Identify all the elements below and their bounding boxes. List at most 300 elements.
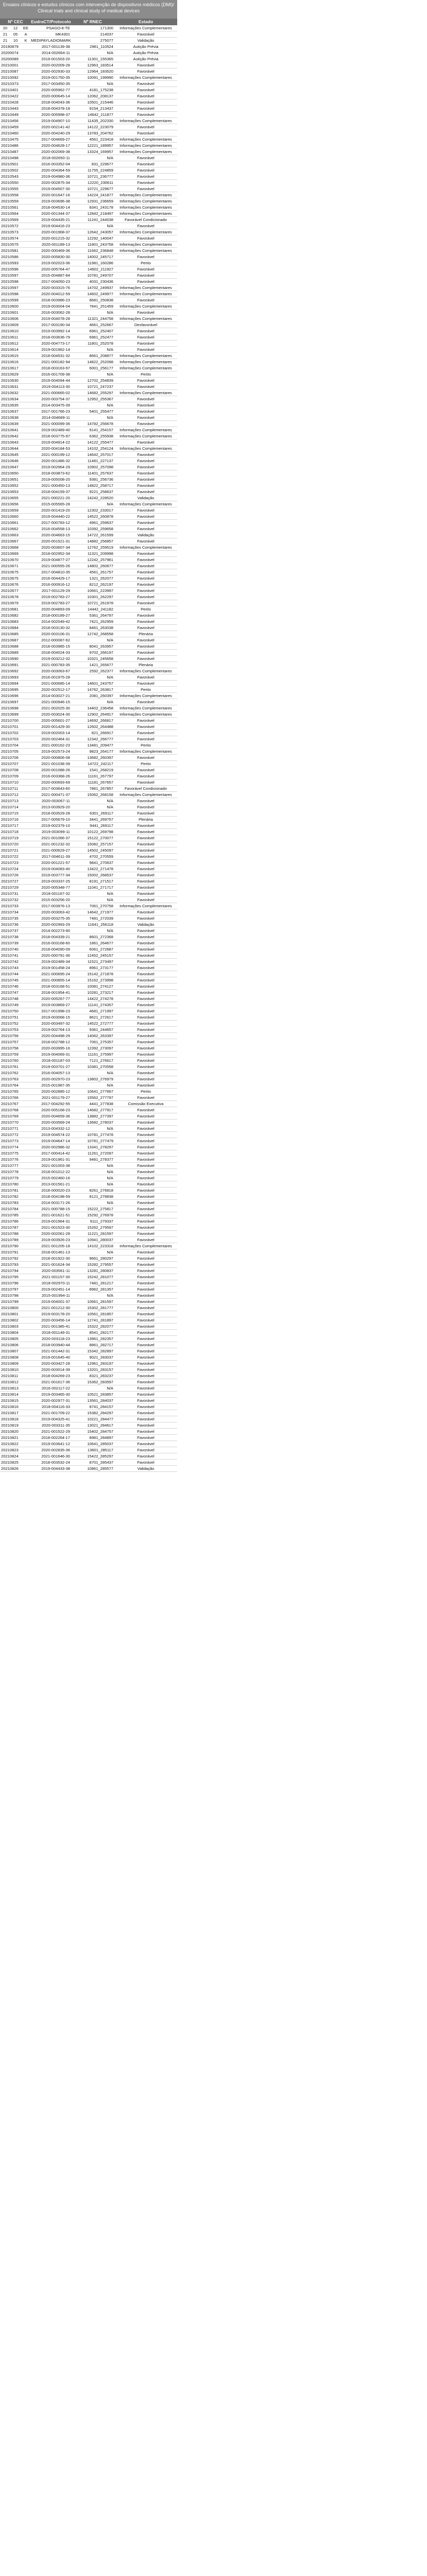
table-row [0, 1348, 177, 1354]
cell-cec: 20210449 [1, 112, 19, 117]
cell-rnec: 14122_223079 [87, 125, 113, 129]
cell-cec: 20210593 [1, 261, 19, 265]
cell-protocol: 2021-001038-39 [41, 761, 70, 766]
cell-rnec: 1421_265677 [89, 663, 113, 667]
cell-protocol: 2013-004332-12 [41, 1126, 70, 1131]
cell-cec: 20210697 [1, 700, 19, 704]
cell-cec: 20210675 [1, 570, 19, 574]
cell-protocol: 2019-002783-27 [41, 595, 70, 599]
cell-cec-code: K [24, 38, 27, 43]
cell-protocol: 2020-005998-37 [41, 112, 70, 117]
cell-protocol: 2017-003643-60 [41, 786, 70, 791]
table-row [0, 452, 177, 458]
table-row [0, 1243, 177, 1249]
cell-rnec: 10561_281857 [87, 1312, 113, 1316]
cell-cec: 20210679 [1, 601, 19, 605]
cell-rnec: 14802_260677 [87, 564, 113, 568]
table-row [0, 990, 177, 996]
table-row [0, 186, 177, 192]
cell-protocol: 2020-001429-30 [41, 724, 70, 729]
cell-protocol: 2020-003014-39 [41, 1367, 70, 1372]
cell-state: Favorável [137, 928, 155, 933]
cell-state: Favorável [137, 452, 155, 457]
cell-protocol: 2021-000182-94 [41, 360, 70, 364]
table-row [0, 254, 177, 260]
cell-cec: 20210820 [1, 1429, 19, 1434]
cell-rnec: 15082_257157 [87, 842, 113, 846]
cell-protocol: 2021-001232-32 [41, 842, 70, 846]
cell-cec: 20210609 [1, 323, 19, 327]
table-row [0, 291, 177, 297]
table-row [0, 341, 177, 347]
cell-protocol: 2019-004980-36 [41, 174, 70, 179]
table-row [0, 322, 177, 328]
cell-rnec: 6362_255938 [89, 434, 113, 438]
table-row [0, 421, 177, 427]
cell-protocol: 2017-004810-35 [41, 570, 70, 574]
table-row [0, 124, 177, 130]
cell-rnec: 8461_263038 [89, 625, 113, 630]
cell-protocol: 2020-003315-76 [41, 285, 70, 290]
cell-protocol: 2020-003569-24 [41, 1120, 70, 1125]
cell-state: Favorável [137, 409, 155, 414]
cell-cec: 20210826 [1, 1466, 19, 1471]
cell-cec: 20210771 [1, 1126, 19, 1131]
cell-rnec: N/A [107, 50, 113, 55]
cell-protocol: 2019-005008-20 [41, 477, 70, 482]
cell-state: Favorável [137, 700, 155, 704]
cell-state: Favorável [137, 897, 155, 902]
cell-rnec: 11481_227137 [87, 459, 113, 463]
cell-rnec: 8601_272368 [89, 935, 113, 939]
cell-state: Favorável [137, 489, 155, 494]
table-row [0, 1089, 177, 1095]
cell-rnec: 14722_261599 [87, 533, 113, 537]
cell-state: Favorável [137, 965, 155, 970]
cell-protocol: 2020-003106-31 [41, 632, 70, 636]
cell-rnec: 9381_256736 [89, 477, 113, 482]
cell-rnec: 12842_218497 [87, 211, 113, 216]
cell-rnec: N/A [107, 415, 113, 420]
cell-rnec: 12221_189957 [87, 143, 113, 148]
cell-cec: 20210634 [1, 397, 19, 401]
table-row [0, 334, 177, 341]
cell-protocol: 2020-005764-47 [41, 267, 70, 272]
table-row [0, 959, 177, 965]
table-row [0, 810, 177, 817]
cell-cec: 20210742 [1, 959, 19, 964]
cell-protocol: 2015-003256-20 [41, 897, 70, 902]
cell-rnec: 11261_272097 [87, 1151, 113, 1156]
cell-rnec: 10721_229677 [87, 187, 113, 191]
cell-protocol: 2012-000087-62 [41, 638, 70, 642]
cell-rnec: 9841_270637 [89, 860, 113, 865]
cell-rnec: 10641_277667 [87, 1089, 113, 1094]
cell-protocol: 2021-000788-15 [41, 1207, 70, 1211]
table-row [0, 897, 177, 903]
cell-cec: 20210598 [1, 292, 19, 296]
cell-cec: 20210707 [1, 761, 19, 766]
table-row [0, 1237, 177, 1243]
cell-state: Favorável [137, 1460, 155, 1465]
cell-state: Informações Complementares [119, 211, 172, 216]
cell-cec: 20210456 [1, 118, 19, 123]
table-row [0, 668, 177, 674]
cell-state: Favorável [137, 823, 155, 828]
table-row [0, 161, 177, 167]
cell-cec: 20210653 [1, 489, 19, 494]
table-row [0, 835, 177, 841]
cell-protocol: 2017-004669-27 [41, 137, 70, 142]
cell-state: Informações Complementares [119, 706, 172, 710]
cell-cec: 20210765 [1, 1089, 19, 1094]
cell-protocol: 2018-003873-62 [41, 471, 70, 476]
cell-rnec: 15222_275817 [87, 1207, 113, 1211]
cell-state: Favorável [137, 675, 155, 680]
table-row [0, 112, 177, 118]
cell-rnec: 15302_281777 [87, 1306, 113, 1310]
cell-cec: 20210776 [1, 1157, 19, 1162]
table-row [0, 575, 177, 582]
cell-cec: 20210599 [1, 298, 19, 302]
cell-cec: 20210753 [1, 1027, 19, 1032]
cell-rnec: 8541_282177 [89, 1330, 113, 1335]
cell-state: Favorável [137, 335, 155, 340]
cell-state: Favorável [137, 1231, 155, 1236]
cell-rnec: 9154_213437 [89, 106, 113, 111]
cell-protocol: 2020-002930-33 [41, 69, 70, 74]
cell-cec: 20210727 [1, 879, 19, 884]
cell-cec: 20190879 [1, 44, 19, 49]
table-row [0, 520, 177, 526]
cell-rnec: 10641_285037 [87, 1442, 113, 1446]
cell-protocol: 2018-004024-33 [41, 650, 70, 655]
cell-cec: 20210741 [1, 953, 19, 958]
cell-state: Favorável [137, 32, 155, 37]
cell-rnec: 10781_277479 [87, 1139, 113, 1143]
cell-state: Favorável [137, 100, 155, 105]
cell-state: Informações Complementares [119, 248, 172, 253]
cell-rnec: 12302_233017 [87, 508, 113, 513]
cell-rnec: 2592_262377 [89, 669, 113, 673]
table-row [0, 823, 177, 829]
cell-state: Favorável [137, 1380, 155, 1384]
cell-cec: 20210722 [1, 854, 19, 859]
cell-cec: 20210671 [1, 564, 19, 568]
cell-rnec: 12292_140047 [87, 236, 113, 241]
table-row [0, 1200, 177, 1206]
cell-protocol: 2021-000695-24 [41, 972, 70, 976]
table-row [0, 1311, 177, 1317]
cell-protocol: 2019-003068-15 [41, 1015, 70, 1020]
cell-state: Favorável [137, 255, 155, 259]
table-row [0, 1113, 177, 1120]
cell-state: Favorável [137, 378, 155, 383]
table-row [0, 464, 177, 470]
cell-state: Favorável [137, 638, 155, 642]
cell-cec: 20210770 [1, 1120, 19, 1125]
table-row [0, 1008, 177, 1014]
cell-cec: 20210635 [1, 403, 19, 408]
table-row [0, 1058, 177, 1064]
cell-cec: 20210677 [1, 588, 19, 593]
cell-cec: 20210708 [1, 768, 19, 772]
table-row [0, 736, 177, 742]
table-row [0, 1218, 177, 1225]
cell-rnec: 4702_270559 [89, 854, 113, 859]
cell-state: Informações Complementares [119, 502, 172, 506]
table-row [0, 409, 177, 415]
table-row [0, 1175, 177, 1181]
cell-protocol: 2016-003352-04 [41, 162, 70, 166]
cell-state: Favorável [137, 1071, 155, 1075]
cell-rnec: 13783_204762 [87, 131, 113, 135]
cell-cec: 20210643 [1, 440, 19, 445]
cell-protocol: 2020-002835-36 [41, 1448, 70, 1452]
cell-state: Favorável [137, 236, 155, 241]
cell-rnec: 12642_243057 [87, 230, 113, 234]
cell-state: Favorável [137, 601, 155, 605]
cell-state: Favorável [137, 836, 155, 840]
cell-cec: 20210087 [1, 69, 19, 74]
table-row [0, 384, 177, 390]
cell-protocol: 2018-003775-97 [41, 434, 70, 438]
cell-protocol: 2018-004378-18 [41, 106, 70, 111]
cell-protocol: 2020-004628-17 [41, 143, 70, 148]
cell-rnec: 10781_277478 [87, 1132, 113, 1137]
cell-cec: 20210758 [1, 1046, 19, 1050]
table-row [0, 167, 177, 174]
cell-rnec: N/A [107, 897, 113, 902]
cell-cec: 20210717 [1, 823, 19, 828]
table-row [0, 1249, 177, 1256]
cell-rnec: 11041_271717 [87, 885, 113, 890]
cell-state: Informações Complementares [119, 360, 172, 364]
table-row [0, 433, 177, 439]
cell-state: Informações Complementares [119, 669, 172, 673]
cell-protocol: 2021-001646-30 [41, 1454, 70, 1459]
table-row [0, 1188, 177, 1194]
cell-cec: 20210443 [1, 106, 19, 111]
cell-protocol: 2019-004435-21 [41, 217, 70, 222]
cell-cec: 20210632 [1, 391, 19, 395]
cell-state: Favorável [137, 1336, 155, 1341]
cell-state: Favorável [137, 570, 155, 574]
cell-state: Favorável [137, 1448, 155, 1452]
cell-protocol: 2018-003532-24 [41, 1460, 70, 1465]
table-row [0, 1212, 177, 1218]
cell-cec: 20210749 [1, 1003, 19, 1007]
table-row [0, 1206, 177, 1212]
cell-rnec: 13201_283157 [87, 1367, 113, 1372]
table-row [0, 1354, 177, 1361]
cell-state: Favorável [137, 941, 155, 945]
cell-state: Plenária [139, 817, 153, 822]
cell-rnec: 13422_271478 [87, 867, 113, 871]
table-row [0, 841, 177, 848]
cell-protocol: MK4301 [55, 32, 70, 37]
cell-rnec: 12742_268558 [87, 632, 113, 636]
cell-cec: 20210797 [1, 1287, 19, 1292]
table-row [0, 514, 177, 520]
cell-protocol: 2019-001962-14 [41, 347, 70, 352]
cell-rnec: 15562_277797 [87, 1095, 113, 1100]
table-row [0, 279, 177, 285]
cell-rnec: N/A [107, 675, 113, 680]
cell-state: Informações Complementares [119, 316, 172, 321]
cell-rnec: 11755_224859 [87, 168, 113, 173]
table-row [0, 427, 177, 433]
cell-rnec: 8212_262197 [89, 582, 113, 587]
cell-rnec: 13802_276979 [87, 1077, 113, 1081]
cell-protocol: 2017-004050-23 [41, 279, 70, 284]
cell-state: Informações Complementares [119, 75, 172, 80]
table-row [0, 662, 177, 668]
table-row [0, 1299, 177, 1305]
table-row [0, 798, 177, 804]
cell-cec: 20210698 [1, 706, 19, 710]
table-row [0, 718, 177, 724]
cell-rnec: 12963_183514 [87, 63, 113, 67]
cell-cec: 20210695 [1, 687, 19, 692]
cell-cec: 20210487 [1, 149, 19, 154]
cell-protocol: 2020-004663-15 [41, 533, 70, 537]
table-row [0, 1169, 177, 1175]
cell-protocol: 2020-001088-26 [41, 768, 70, 772]
cell-rnec: 15002_268537 [87, 873, 113, 877]
cell-protocol: 2016-003062-28 [41, 310, 70, 315]
cell-rnec: 14102_223318 [87, 1244, 113, 1248]
table-row [0, 1324, 177, 1330]
cell-state: Perito [141, 607, 151, 612]
cell-cec: 20210751 [1, 1015, 19, 1020]
cell-cec: 20210819 [1, 1423, 19, 1428]
table-row [0, 143, 177, 149]
cell-rnec: 10091_199990 [87, 75, 113, 80]
cell-protocol: 2020-002875-34 [41, 180, 70, 185]
cell-cec: 20210746 [1, 984, 19, 989]
cell-protocol: 2020-002986-32 [41, 1145, 70, 1149]
cell-state: Favorável [137, 1027, 155, 1032]
table-row [0, 928, 177, 934]
cell-cec: 20210756 [1, 1033, 19, 1038]
cell-rnec: 4561_223418 [89, 137, 113, 142]
cell-cec: 20210555 [1, 187, 19, 191]
cell-rnec: 13324_169957 [87, 149, 113, 154]
cell-cec: 20210806 [1, 1343, 19, 1347]
cell-protocol: 2021-000946-15 [41, 700, 70, 704]
cell-rnec: 4681_271997 [89, 1009, 113, 1013]
table-row [0, 155, 177, 161]
cell-state: Informações Complementares [119, 391, 172, 395]
cell-protocol: 2014-003171-26 [41, 1200, 70, 1205]
cell-state: Favorável [137, 1417, 155, 1421]
table-row [0, 174, 177, 180]
cell-rnec: 10301_262297 [87, 595, 113, 599]
cell-protocol: 2018-001149-31 [41, 1330, 70, 1335]
table-row [0, 489, 177, 495]
cell-cec: 20210767 [1, 1101, 19, 1106]
cell-rnec: N/A [107, 805, 113, 809]
cell-rnec: 7481_272039 [89, 916, 113, 921]
cell-state: Favorável [137, 1442, 155, 1446]
cell-cec: 20210692 [1, 669, 19, 673]
cell-protocol: 2018-003985-15 [41, 644, 70, 649]
cell-cec: 20210659 [1, 508, 19, 513]
cell-protocol: 2020-002885-12 [41, 1089, 70, 1094]
cell-state: Favorável [137, 1151, 155, 1156]
cell-cec: 20210710 [1, 780, 19, 785]
cell-cec: 20210690 [1, 656, 19, 661]
cell-rnec: 9441_269117 [90, 823, 113, 828]
cell-protocol: 2019-004907-10 [41, 118, 70, 123]
cell-state: Favorável [137, 1343, 155, 1347]
cell-cec: 20210647 [1, 465, 19, 469]
cell-state: Favorável [137, 978, 155, 982]
cell-protocol: 2020-003754-37 [41, 397, 70, 401]
table-row [0, 1330, 177, 1336]
cell-cec: 20210092 [1, 75, 19, 80]
table-row [0, 711, 177, 718]
table-row [0, 1447, 177, 1453]
cell-rnec: 4031_230436 [89, 279, 113, 284]
cell-cec: 20210460 [1, 131, 19, 135]
cell-cec: 20210752 [1, 1021, 19, 1026]
cell-protocol: 2020-004659-36 [41, 1114, 70, 1118]
cell-protocol: 2017-004611-39 [41, 854, 70, 859]
cell-cec: 20210802 [1, 1318, 19, 1323]
table-row [0, 1398, 177, 1404]
cell-cec: 20210655 [1, 496, 19, 500]
cell-protocol: 2019-004507-30 [41, 187, 70, 191]
cell-cec: 20210475 [1, 137, 19, 142]
cell-cec-year: 21 [3, 32, 8, 37]
cell-protocol: 2020-002069-38 [41, 149, 70, 154]
table-row [0, 1163, 177, 1169]
cell-state: Favorável [137, 681, 155, 686]
cell-rnec: 5361_264797 [89, 613, 113, 618]
cell-protocol: 2017-001766-23 [41, 409, 70, 414]
table-row [0, 916, 177, 922]
cell-cec: 20210598 [1, 279, 19, 284]
cell-cec: 20210691 [1, 663, 19, 667]
cell-cec: 20210610 [1, 329, 19, 333]
cell-cec: 20210744 [1, 972, 19, 976]
cell-cec: 20210740 [1, 947, 19, 952]
cell-protocol: 2020-000693-69 [41, 780, 70, 785]
table-row [0, 792, 177, 798]
cell-cec: 20210687 [1, 638, 19, 642]
cell-cec: 20210660 [1, 514, 19, 519]
cell-rnec: 15242_281077 [87, 1275, 113, 1279]
cell-state: Perito [141, 743, 151, 748]
cell-cec: 20210777 [1, 1163, 19, 1168]
cell-protocol: 2021-001003-38 [41, 1163, 70, 1168]
cell-state: Favorável [137, 131, 155, 135]
cell-state: Favorável [137, 1392, 155, 1397]
cell-cec: 20210712 [1, 792, 19, 797]
cell-protocol: 2019-003178-20 [41, 1312, 70, 1316]
table-row [0, 1274, 177, 1280]
cell-state: Favorável [137, 106, 155, 111]
table-row [0, 786, 177, 792]
cell-cec: 20210732 [1, 897, 19, 902]
cell-protocol: 2020-000645-14 [41, 94, 70, 98]
table-row [0, 359, 177, 365]
cell-rnec: 7481_281217 [89, 1281, 113, 1285]
table-row [0, 681, 177, 687]
cell-protocol: 2018-004339-21 [41, 935, 70, 939]
